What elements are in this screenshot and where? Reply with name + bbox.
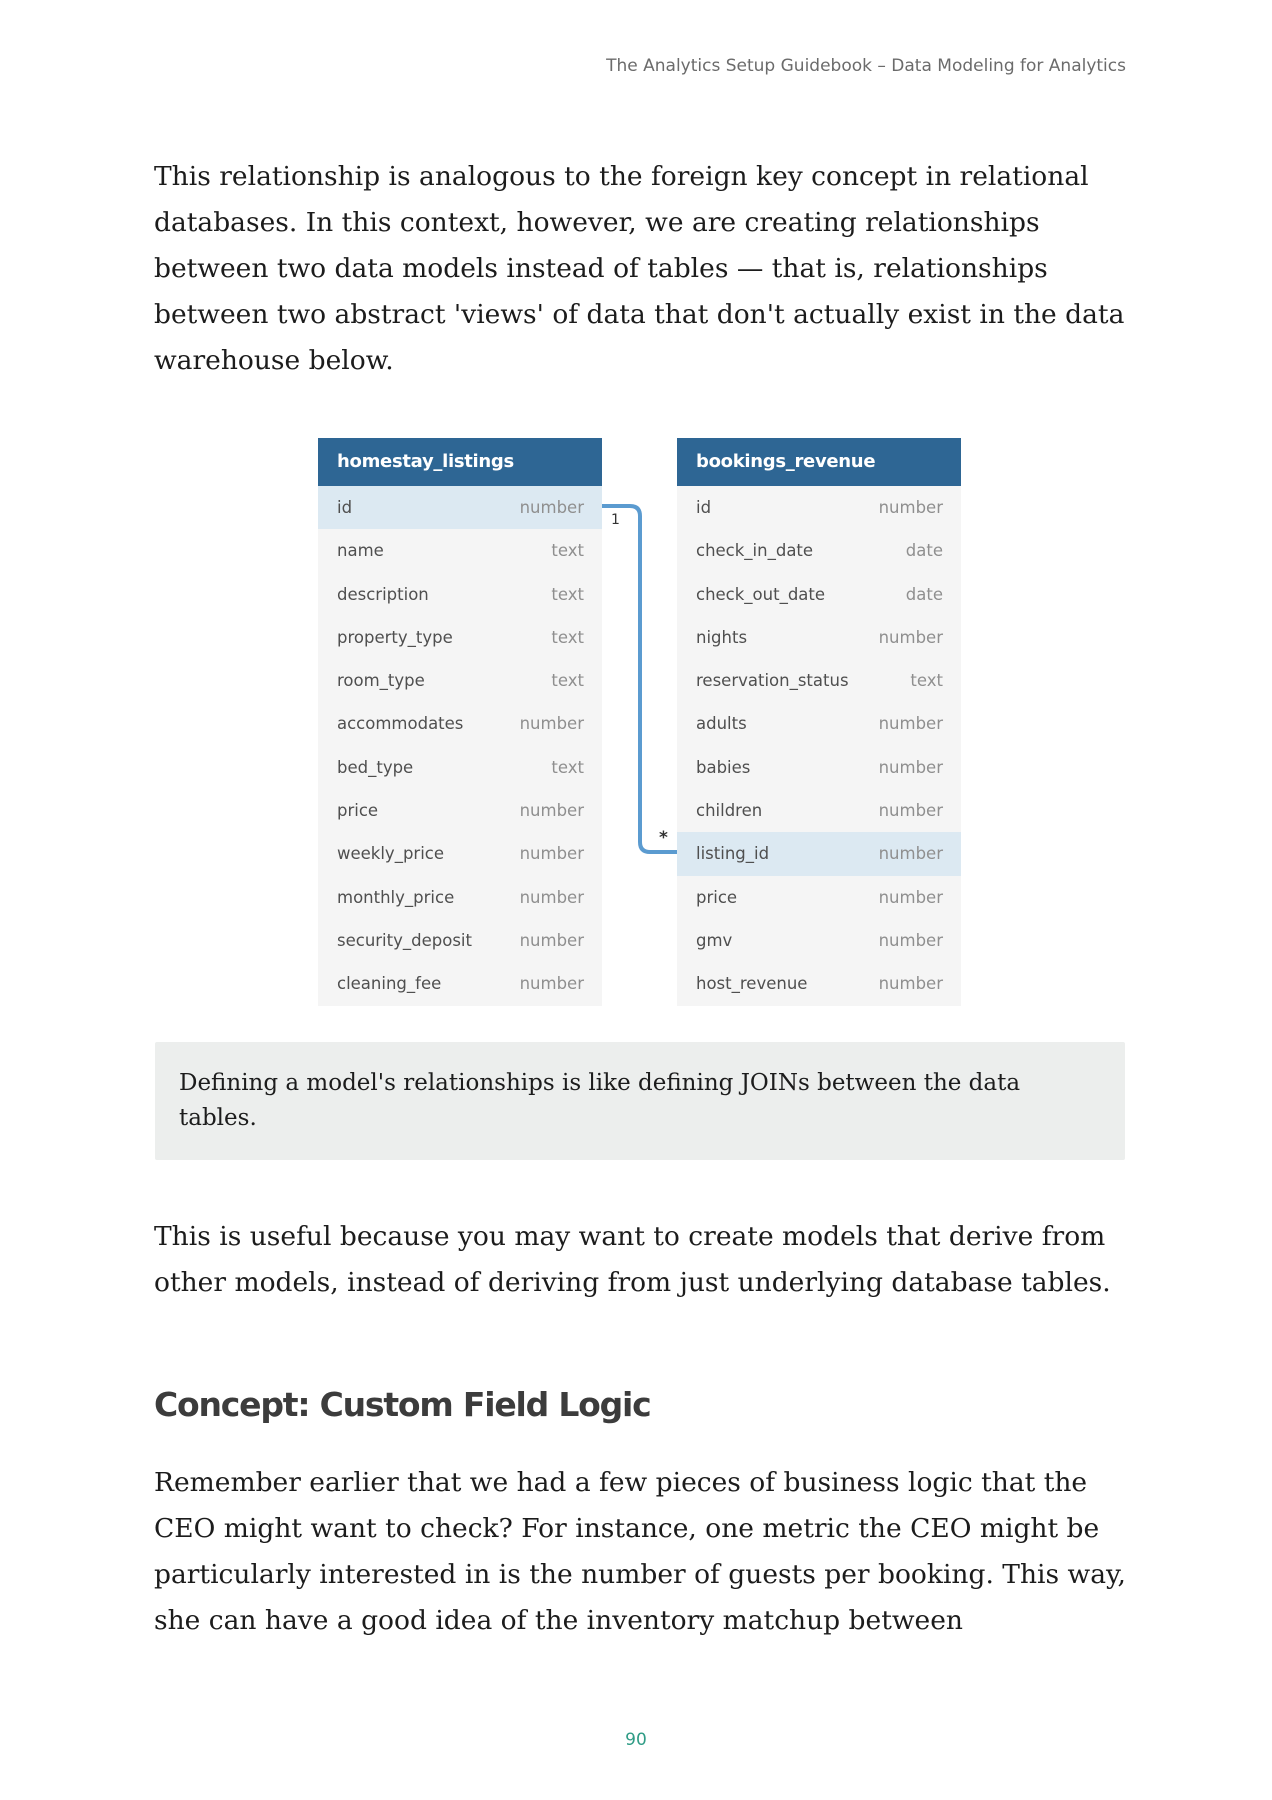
field-name: id: [337, 498, 353, 517]
field-type: number: [519, 714, 584, 734]
caption-callout: Defining a model's relationships is like defining JOINs between the data tables.: [155, 1042, 1125, 1160]
field-type: text: [551, 757, 584, 777]
field-name: property_type: [337, 627, 453, 647]
field-type: number: [878, 844, 943, 864]
field-list: [677, 486, 961, 1006]
table-title: bookings_revenue: [677, 438, 961, 486]
field-name: price: [337, 801, 379, 821]
field-name: reservation_status: [696, 671, 849, 691]
field-type: number: [878, 627, 943, 647]
field-row: [677, 486, 961, 529]
field-row: [677, 962, 961, 1005]
field-name: check_in_date: [696, 541, 814, 561]
field-name: nights: [696, 627, 748, 647]
field-row: [318, 659, 602, 702]
field-type: date: [905, 541, 943, 561]
field-type: number: [878, 801, 943, 821]
field-row: [318, 832, 602, 875]
field-type: text: [551, 584, 584, 604]
table-homestay-listings: [318, 438, 602, 1006]
field-name: babies: [696, 757, 751, 777]
field-row: [677, 529, 961, 572]
field-name: children: [696, 801, 763, 821]
field-name: security_deposit: [337, 930, 472, 950]
field-row: [318, 962, 602, 1005]
field-type: number: [519, 498, 584, 517]
field-type: number: [878, 714, 943, 734]
cardinality-one-label: 1: [611, 512, 620, 528]
field-name: weekly_price: [337, 844, 445, 864]
field-name: host_revenue: [696, 974, 808, 994]
cardinality-many-label: *: [659, 828, 668, 848]
field-row: [318, 789, 602, 832]
field-type: number: [519, 801, 584, 821]
field-row: [677, 702, 961, 745]
body-paragraph-1: This relationship is analogous to the foreign key concept in relational databases. In this context, however, we are creating relationships between two data models instead of tables — that is, relationships between two abstract 'views' of data that don't actually exist in the data warehouse below.: [154, 161, 1125, 376]
field-name: check_out_date: [696, 584, 826, 604]
field-row: [318, 529, 602, 572]
field-row: [318, 919, 602, 962]
field-type: number: [878, 887, 943, 907]
field-name: id: [696, 498, 712, 517]
field-name: description: [337, 584, 429, 604]
field-row: [677, 919, 961, 962]
field-name: cleaning_fee: [337, 974, 442, 994]
field-name: name: [337, 541, 384, 561]
field-row: [677, 789, 961, 832]
field-row: [677, 659, 961, 702]
field-list: [318, 486, 602, 1006]
body-paragraph-2: This is useful because you may want to create models that derive from other models, instead of deriving from just underlying database tables.: [154, 1221, 1111, 1298]
field-row: [677, 832, 961, 875]
field-type: text: [551, 541, 584, 561]
field-row: [318, 573, 602, 616]
field-type: text: [910, 671, 943, 691]
section-heading: Concept: Custom Field Logic: [154, 1385, 651, 1424]
field-name: price: [696, 887, 738, 907]
field-row: [318, 746, 602, 789]
field-type: number: [878, 757, 943, 777]
field-name: adults: [696, 714, 747, 734]
field-name: gmv: [696, 930, 733, 950]
field-name: listing_id: [696, 844, 770, 864]
field-row: [677, 746, 961, 789]
field-row: [677, 616, 961, 659]
page-number: 90: [625, 1730, 647, 1750]
field-name: bed_type: [337, 757, 414, 777]
field-type: text: [551, 671, 584, 691]
table-bookings-revenue: [677, 438, 961, 1006]
field-name: room_type: [337, 671, 425, 691]
er-diagram: [318, 438, 962, 1006]
table-title: homestay_listings: [318, 438, 602, 486]
field-row: [318, 616, 602, 659]
field-row: [318, 702, 602, 745]
field-type: number: [878, 974, 943, 994]
field-type: number: [519, 930, 584, 950]
running-header: The Analytics Setup Guidebook – Data Modeling for Analytics: [606, 56, 1126, 76]
field-row: [318, 876, 602, 919]
field-type: number: [878, 498, 943, 517]
field-type: number: [519, 887, 584, 907]
field-row: [318, 486, 602, 529]
field-type: date: [905, 584, 943, 604]
field-row: [677, 876, 961, 919]
field-name: monthly_price: [337, 887, 455, 907]
field-row: [677, 573, 961, 616]
body-paragraph-3: Remember earlier that we had a few pieces of business logic that the CEO might want to check? For instance, one metric the CEO might be particularly interested in is the number of guests per booking. This way, she can have a good idea of the inventory matchup between: [154, 1467, 1126, 1636]
field-type: text: [551, 627, 584, 647]
field-type: number: [519, 844, 584, 864]
field-type: number: [519, 974, 584, 994]
field-type: number: [878, 930, 943, 950]
field-name: accommodates: [337, 714, 464, 734]
